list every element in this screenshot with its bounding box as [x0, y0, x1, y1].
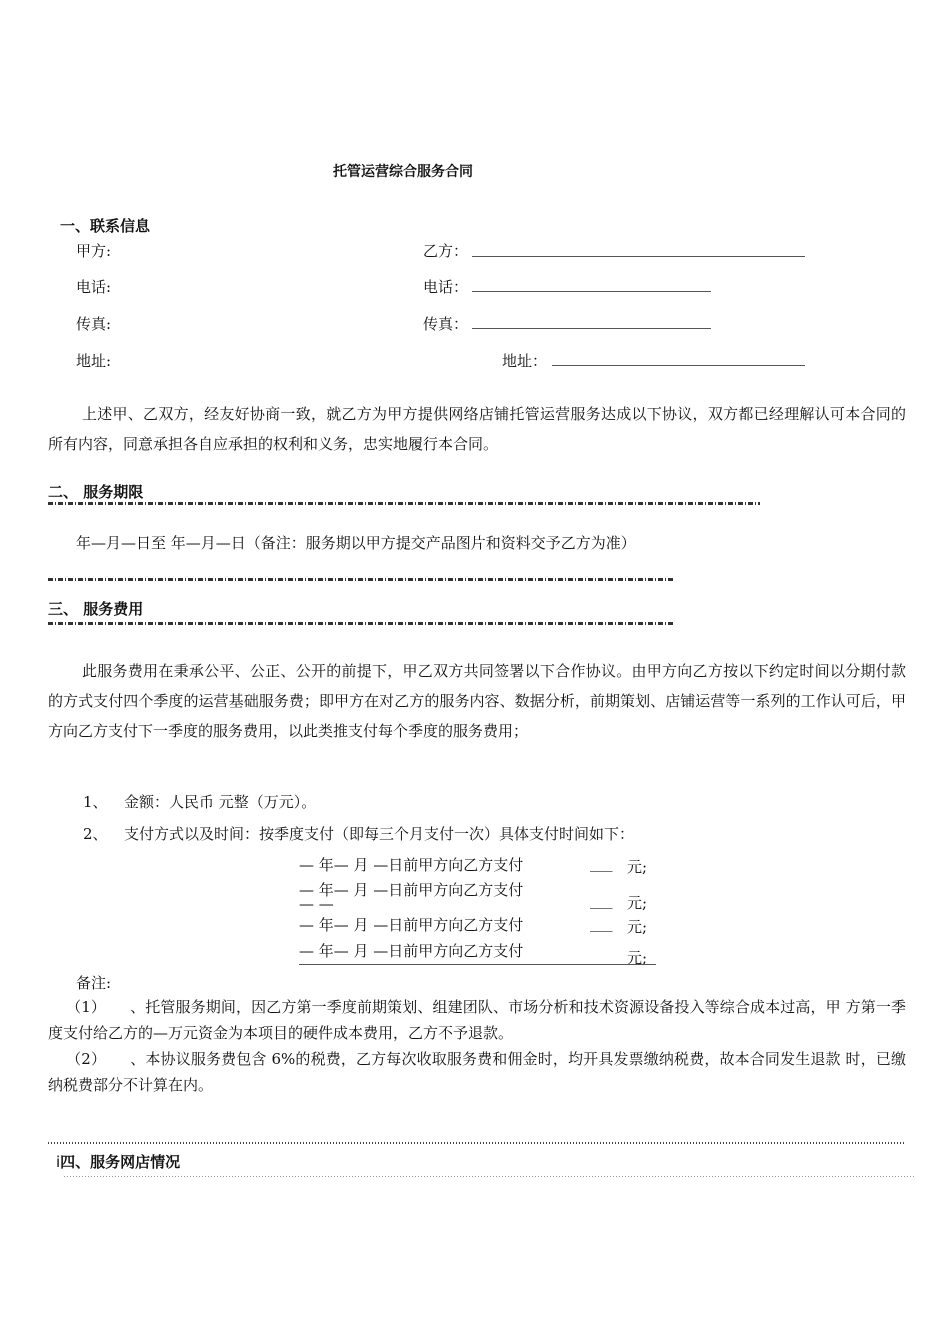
document-title: 托管运营综合服务合同	[333, 164, 473, 180]
note-2	[48, 1046, 906, 1098]
schedule-underline	[299, 964, 656, 965]
party-a-label: 甲方:	[76, 242, 112, 260]
schedule-row-2: — 年— 月 —日前甲方向乙方支付	[299, 881, 524, 899]
note-1-text: 、托管服务期间，因乙方第一季度前期策划、组建团队、市场分析和技术资源设备投入等综合成本过高，甲 方第一季度支付给乙方的—万元资金为本项目的硬件成本费用，乙方不予退款。	[48, 998, 907, 1042]
fax-a-label: 传真:	[76, 315, 112, 333]
schedule-row-4-unit: 元;	[627, 949, 648, 967]
schedule-row-4: — 年— 月 —日前甲方向乙方支付	[299, 942, 524, 960]
item-1-amount: 金额：人民币 元整（万元）。	[124, 793, 317, 811]
schedule-row-1: — 年— 月 —日前甲方向乙方支付	[299, 856, 524, 874]
schedule-row-1-blank[interactable]: ___	[590, 854, 613, 872]
note-2-number: （2）	[66, 1050, 107, 1068]
fax-b-blank[interactable]	[472, 328, 711, 329]
fax-b-label: 传真：	[423, 315, 469, 333]
phone-a-label: 电话:	[76, 278, 112, 296]
schedule-row-2-extra: — —	[299, 895, 334, 913]
phone-b-label: 电话：	[423, 278, 469, 296]
party-b-blank[interactable]	[472, 256, 805, 257]
section-4-heading-row	[56, 1151, 180, 1172]
phone-b-blank[interactable]	[472, 291, 711, 292]
address-a-label: 地址:	[76, 352, 112, 370]
section-4-heading: 四、服务网店情况	[60, 1153, 181, 1171]
note-2-text: 、本协议服务费包含 6%的税费，乙方每次收取服务费和佣金时，均开具发票缴纳税费，故本合同发生退款 时，已缴纳税费部分不计算在内。	[48, 1050, 906, 1094]
section-2-end-divider	[48, 578, 674, 581]
party-b-label: 乙方：	[423, 242, 469, 260]
item-2-payment-method: 支付方式以及时间：按季度支付（即每三个月支付一次）具体支付时间如下：	[124, 825, 635, 843]
schedule-row-2-blank[interactable]: ___	[590, 891, 613, 909]
section-3-divider	[48, 622, 674, 625]
note-1-number: （1）	[66, 998, 107, 1016]
note-label: 备注:	[76, 974, 112, 992]
section-2-heading: 二、 服务期限	[48, 483, 144, 501]
address-b-blank[interactable]	[552, 365, 805, 366]
section-4-bottom-divider	[64, 1176, 914, 1177]
section-4-top-divider	[48, 1142, 906, 1144]
section-2-divider	[48, 502, 760, 505]
item-1-number: 1、	[83, 793, 108, 811]
schedule-row-1-unit: 元;	[627, 858, 648, 876]
section-4-marker: i	[56, 1153, 61, 1171]
service-fee-paragraph: 此服务费用在秉承公平、公正、公开的前提下，甲乙双方共同签署以下合作协议。由甲方向乙方按以下约定时间以分期付款的方式支付四个季度的运营基础服务费；即甲方在对乙方的服务内容、数据分析，前期策划、店铺运营等一系列的工作认可后，甲方向乙方支付下一季度的服务费用，以此类推支付每个季度的服务费用；	[48, 662, 906, 740]
section-1-heading: 一、联系信息	[60, 217, 151, 235]
address-b-label: 地址：	[502, 352, 548, 370]
schedule-row-3-unit: 元;	[627, 918, 648, 936]
section-3-heading: 三、 服务费用	[48, 600, 144, 618]
schedule-row-2-unit: 元;	[627, 894, 648, 912]
item-2-number: 2、	[83, 825, 108, 843]
schedule-row-3-blank[interactable]: ___	[590, 914, 613, 932]
note-1	[48, 994, 906, 1046]
schedule-row-3: — 年— 月 —日前甲方向乙方支付	[299, 916, 524, 934]
service-period-text: 年—月—日至 年—月—日（备注：服务期以甲方提交产品图片和资料交予乙方为准）	[76, 534, 636, 552]
intro-paragraph: 上述甲、乙双方，经友好协商一致，就乙方为甲方提供网络店铺托管运营服务达成以下协议，双方都已经理解认可本合同的所有内容，同意承担各自应承担的权利和义务，忠实地履行本合同。	[48, 405, 906, 453]
